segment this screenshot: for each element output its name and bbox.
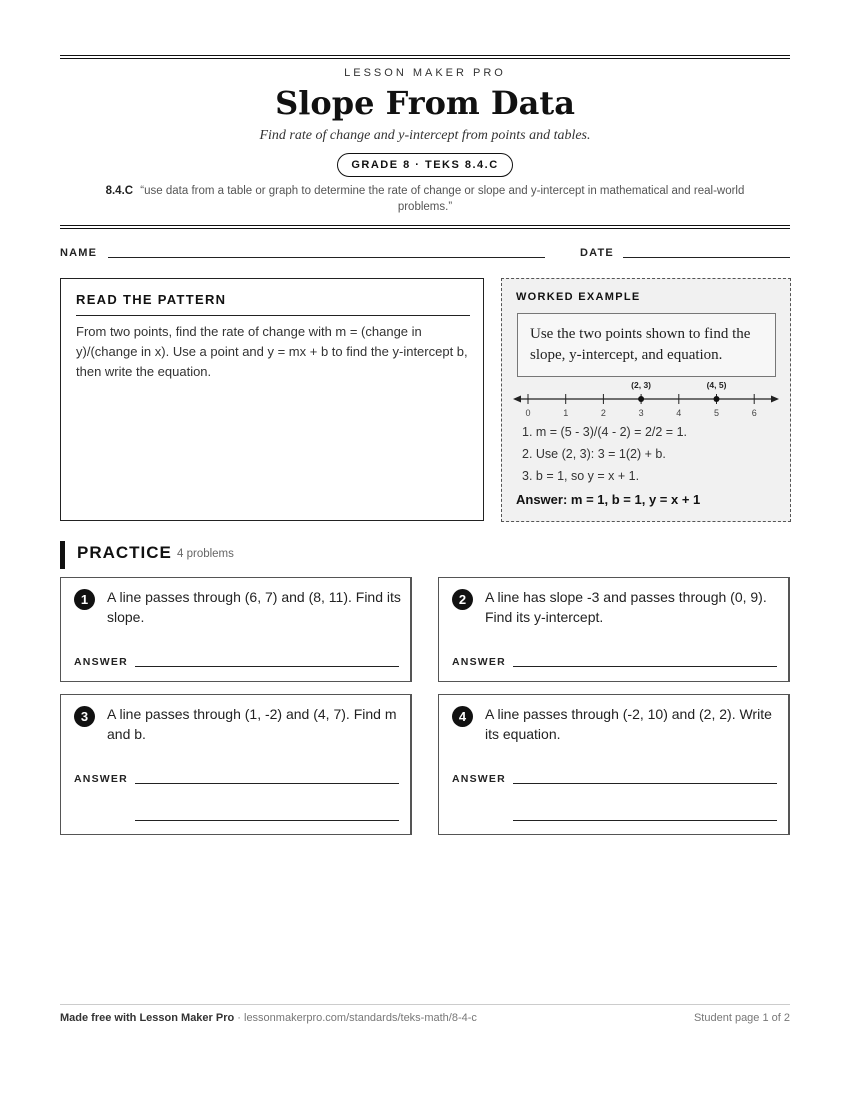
problem-text-4: A line passes through (-2, 10) and (2, 2). Write its equation. bbox=[485, 706, 772, 742]
problem-number-4: 4 bbox=[452, 706, 473, 727]
practice-accent-bar bbox=[60, 541, 65, 569]
date-label: DATE bbox=[580, 247, 614, 259]
problem-number-1: 1 bbox=[74, 589, 95, 610]
brand-name: LESSON MAKER PRO bbox=[344, 67, 506, 79]
header-bottom-rule-1 bbox=[60, 225, 790, 226]
number-line-tick-label: 4 bbox=[676, 408, 682, 418]
problem-card-4 bbox=[438, 694, 790, 835]
page-subtitle: Find rate of change and y-intercept from points and tables. bbox=[259, 128, 591, 143]
problem-number-2: 2 bbox=[452, 589, 473, 610]
number-line-tick-label: 2 bbox=[600, 408, 606, 418]
practice-count: 4 problems bbox=[177, 548, 234, 560]
right-arrow-icon bbox=[771, 396, 779, 403]
footer-page-number: Student page 1 of 2 bbox=[693, 1012, 790, 1024]
pattern-divider bbox=[76, 315, 470, 316]
top-rule-1 bbox=[60, 55, 790, 56]
worked-answer: Answer: m = 1, b = 1, y = x + 1 bbox=[516, 492, 701, 507]
answer-label-4: ANSWER bbox=[452, 773, 506, 785]
date-field[interactable] bbox=[623, 257, 790, 258]
read-the-pattern-box bbox=[60, 278, 484, 521]
problem-text-2: A line has slope -3 and passes through (0, 9). Find its y-intercept. bbox=[485, 589, 767, 625]
problem-text-1: A line passes through (6, 7) and (8, 11). Find its slope. bbox=[107, 589, 401, 625]
worked-heading: WORKED EXAMPLE bbox=[516, 291, 641, 303]
answer-line-3b[interactable] bbox=[135, 820, 399, 821]
left-arrow-icon bbox=[513, 396, 521, 403]
answer-label-2: ANSWER bbox=[452, 656, 506, 668]
page-title: Slope From Data bbox=[275, 84, 575, 122]
number-line-tick-label: 3 bbox=[638, 408, 644, 418]
worked-prompt: Use the two points shown to find the slope, y-intercept, and equation. bbox=[517, 313, 776, 377]
problem-number-3: 3 bbox=[74, 706, 95, 727]
footer-rule bbox=[60, 1004, 790, 1005]
number-line-point bbox=[714, 396, 720, 402]
worked-step-2: 2. Use (2, 3): 3 = 1(2) + b. bbox=[522, 447, 666, 461]
standard-description bbox=[80, 183, 770, 215]
footer-credit bbox=[60, 1012, 477, 1024]
worked-example-box bbox=[501, 278, 791, 522]
pattern-body: From two points, find the rate of change with m = (change in y)/(change in x). Use a point and y = mx + b to find the y-intercept b, then write the equation. bbox=[76, 324, 468, 379]
name-field[interactable] bbox=[108, 257, 545, 258]
answer-line-4a[interactable] bbox=[513, 783, 777, 784]
grade-badge: GRADE 8 · TEKS 8.4.C bbox=[337, 153, 513, 177]
top-rule-2 bbox=[60, 58, 790, 59]
name-label: NAME bbox=[60, 247, 98, 259]
answer-line-3a[interactable] bbox=[135, 783, 399, 784]
practice-title: PRACTICE bbox=[77, 543, 172, 562]
answer-label-1: ANSWER bbox=[74, 656, 128, 668]
header-bottom-rule-2 bbox=[60, 228, 790, 229]
answer-line-2[interactable] bbox=[513, 666, 777, 667]
number-line-point bbox=[638, 396, 644, 402]
pattern-heading: READ THE PATTERN bbox=[76, 292, 227, 307]
number-line-tick-label: 6 bbox=[751, 408, 757, 418]
problem-card-1 bbox=[60, 577, 412, 682]
standard-code: 8.4.C bbox=[105, 185, 134, 197]
answer-label-3: ANSWER bbox=[74, 773, 128, 785]
number-line-tick-label: 5 bbox=[713, 408, 720, 418]
answer-line-1[interactable] bbox=[135, 666, 399, 667]
footer-url[interactable]: · lessonmakerpro.com/standards/teks-math/8-4-c bbox=[234, 1012, 477, 1024]
standard-text: “use data from a table or graph to determine the rate of change or slope and y-intercept in mathematical and real-world problems.” bbox=[140, 185, 745, 213]
answer-line-4b[interactable] bbox=[513, 820, 777, 821]
worked-step-3: 3. b = 1, so y = x + 1. bbox=[522, 469, 640, 483]
number-line-tick-label: 0 bbox=[525, 408, 531, 418]
number-line-tick-label: 1 bbox=[563, 408, 569, 418]
problem-text-3: A line passes through (1, -2) and (4, 7). Find m and b. bbox=[107, 706, 397, 742]
number-line-point-label: (2, 3) bbox=[631, 380, 652, 390]
worked-step-1: 1. m = (5 - 3)/(4 - 2) = 2/2 = 1. bbox=[522, 425, 687, 439]
number-line-point-label: (4, 5) bbox=[706, 380, 727, 390]
footer-made-by: Made free with Lesson Maker Pro bbox=[60, 1012, 235, 1024]
problem-card-2 bbox=[438, 577, 790, 682]
problem-card-3 bbox=[60, 694, 412, 835]
number-line bbox=[513, 379, 781, 419]
